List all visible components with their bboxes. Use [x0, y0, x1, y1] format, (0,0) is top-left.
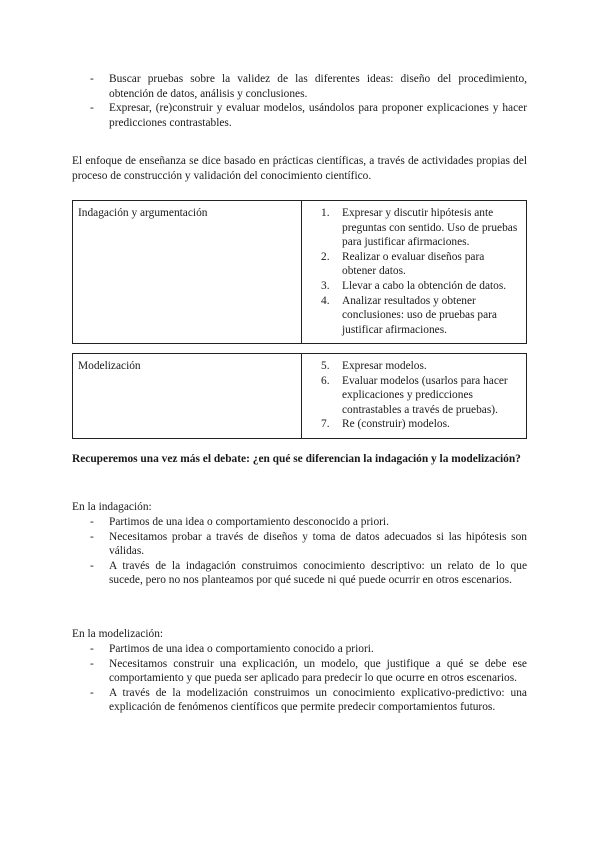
list-item — [90, 559, 527, 588]
item-number: 3. — [321, 279, 330, 292]
list-item-text: Necesitamos probar a través de diseños y toma de datos adecuados si las hipótesis son válidas. — [109, 530, 527, 558]
list-item-text: Partimos de una idea o comportamiento conocido a priori. — [109, 643, 374, 655]
item-number: 2. — [321, 250, 330, 263]
table-items-cell — [302, 354, 527, 439]
item-text: Evaluar modelos (usarlos para hacer explicaciones y predicciones contrastables a través de pruebas). — [342, 374, 508, 416]
table-title: Modelización — [78, 360, 141, 372]
list-item — [90, 642, 527, 657]
item-text: Re (construir) modelos. — [342, 418, 450, 431]
numbered-list — [307, 359, 521, 432]
bullet-dash: - — [90, 559, 94, 572]
item-number: 1. — [321, 207, 330, 219]
table-items-cell — [302, 201, 527, 344]
indagacion-heading: En la indagación: — [72, 501, 152, 513]
indagacion-bullet-list — [90, 515, 527, 588]
list-item-text: Expresar, (re)construir y evaluar modelos, usándolos para proponer explicaciones y hacer predicciones contrastables. — [109, 102, 527, 129]
debate-question: Recuperemos una vez más el debate: ¿en qué se diferencian la indagación y la modelización? — [72, 453, 521, 465]
item-text: Llevar a cabo la obtención de datos. — [342, 279, 507, 292]
list-item — [90, 72, 527, 101]
list-item — [307, 359, 521, 374]
item-text: Analizar resultados y obtener conclusiones: uso de pruebas para justificar afirmaciones. — [342, 294, 497, 336]
indagacion-table — [72, 200, 527, 344]
list-item — [307, 279, 521, 294]
item-number: 4. — [321, 294, 330, 307]
list-item — [307, 250, 521, 279]
modelizacion-bullet-list — [90, 642, 527, 715]
list-item-text: A través de la indagación construimos conocimiento descriptivo: un relato de lo que sucede, pero no nos planteamos por qué sucede ni qué puede ocurrir en otros escenarios. — [109, 559, 527, 587]
list-item — [90, 686, 527, 715]
list-item — [90, 657, 527, 686]
list-item — [90, 530, 527, 559]
table-title-cell — [73, 354, 302, 439]
item-text: Expresar modelos. — [342, 360, 427, 372]
bullet-dash: - — [90, 657, 94, 670]
list-item — [90, 515, 527, 530]
list-item-text: Buscar pruebas sobre la validez de las diferentes ideas: diseño del procedimiento, obtención de datos, análisis y conclusiones. — [109, 73, 527, 100]
bullet-dash: - — [90, 516, 94, 528]
bullet-dash: - — [90, 643, 94, 655]
list-item — [307, 374, 521, 418]
list-item — [90, 101, 527, 130]
list-item — [307, 206, 521, 250]
list-item — [307, 294, 521, 338]
numbered-list — [307, 206, 521, 337]
item-text: Expresar y discutir hipótesis ante preguntas con sentido. Uso de pruebas para justificar afirmaciones. — [342, 207, 518, 249]
bullet-dash: - — [90, 102, 94, 115]
item-number: 5. — [321, 360, 330, 372]
modelizacion-heading: En la modelización: — [72, 628, 164, 640]
bullet-dash: - — [90, 73, 94, 85]
list-item-text: Partimos de una idea o comportamiento desconocido a priori. — [109, 516, 389, 528]
item-number: 7. — [321, 418, 330, 431]
table-title-cell — [73, 201, 302, 344]
bullet-dash: - — [90, 686, 94, 699]
modelizacion-table — [72, 353, 527, 439]
top-bullet-list — [90, 72, 527, 130]
item-number: 6. — [321, 374, 330, 387]
list-item — [307, 417, 521, 432]
item-text: Realizar o evaluar diseños para obtener datos. — [342, 250, 485, 278]
table-title: Indagación y argumentación — [78, 207, 208, 219]
list-item-text: A través de la modelización construimos un conocimiento explicativo-predictivo: una explicación de fenómenos científicos que permite predecir comportamientos futuros. — [109, 686, 527, 714]
bullet-dash: - — [90, 530, 94, 543]
intro-paragraph: El enfoque de enseñanza se dice basado en prácticas científicas, a través de actividades propias del proceso de construcción y validación del conocimiento científico. — [72, 155, 527, 182]
list-item-text: Necesitamos construir una explicación, un modelo, que justifique a qué se debe ese comportamiento y que pueda ser aplicado para predecir lo que ocurre en otros escenarios. — [109, 657, 527, 685]
